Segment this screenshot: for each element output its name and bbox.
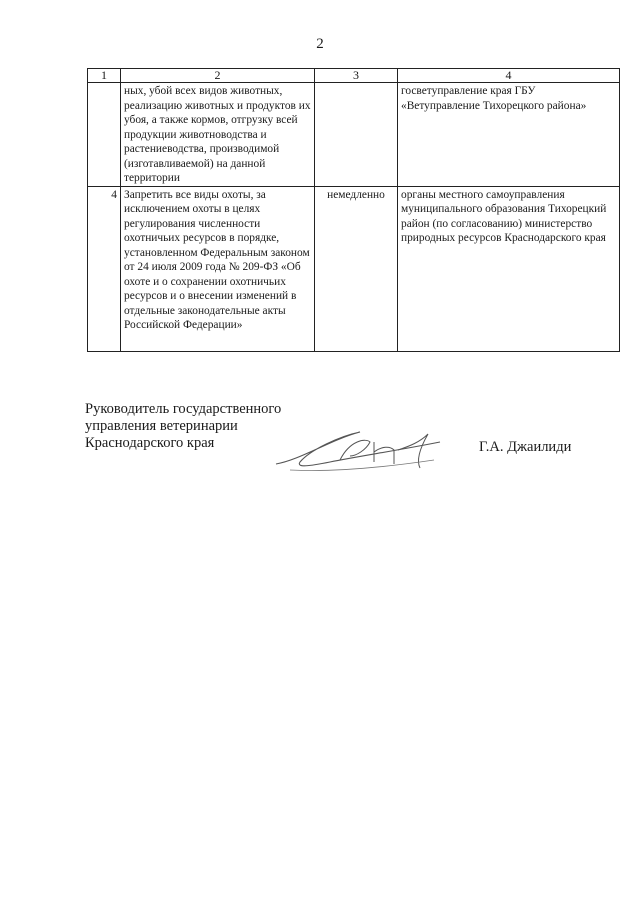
measures-table [87,68,620,352]
row-responsible: органы местного самоуправления муниципального образования Тихорецкий район (по согласованию) министерство природных ресурсов Краснодарского края [398,186,620,351]
signatory-title-line: Краснодарского края [85,435,215,451]
table-header-row [88,69,620,83]
signatory-title-line: Руководитель государственного [85,401,282,417]
table-row [88,83,620,187]
row-responsible: госветуправление края ГБУ «Ветуправление Тихорецкого района» [398,83,620,187]
column-header: 4 [398,69,620,83]
column-header: 1 [88,69,121,83]
row-measure: ных, убой всех видов животных, реализацию животных и продуктов их убоя, а также кормов, отгрузку всей продукции животноводства и растениеводства, производимой (изготавливаемой) на данной территории [121,83,315,187]
row-deadline [315,83,398,187]
row-number [88,83,121,187]
column-header: 3 [315,69,398,83]
signatory-title-line: управления ветеринарии [85,418,238,434]
column-header: 2 [121,69,315,83]
signatory-title [85,401,281,452]
signatory-name: Г.А. Джаилиди [479,439,572,455]
row-measure: Запретить все виды охоты, за исключением охоты в целях регулирования численности охотничьих ресурсов в порядке, установленном Федеральным законом от 24 июля 2009 года № 209-ФЗ «Об охоте и о сохранении охотничьих ресурсов и о внесении изменений в отдельные законодательные акты Российской Федерации» [121,186,315,351]
table-row [88,186,620,351]
page-number: 2 [316,36,324,52]
row-deadline: немедленно [315,186,398,351]
row-number: 4 [88,186,121,351]
handwritten-signature [270,420,450,480]
